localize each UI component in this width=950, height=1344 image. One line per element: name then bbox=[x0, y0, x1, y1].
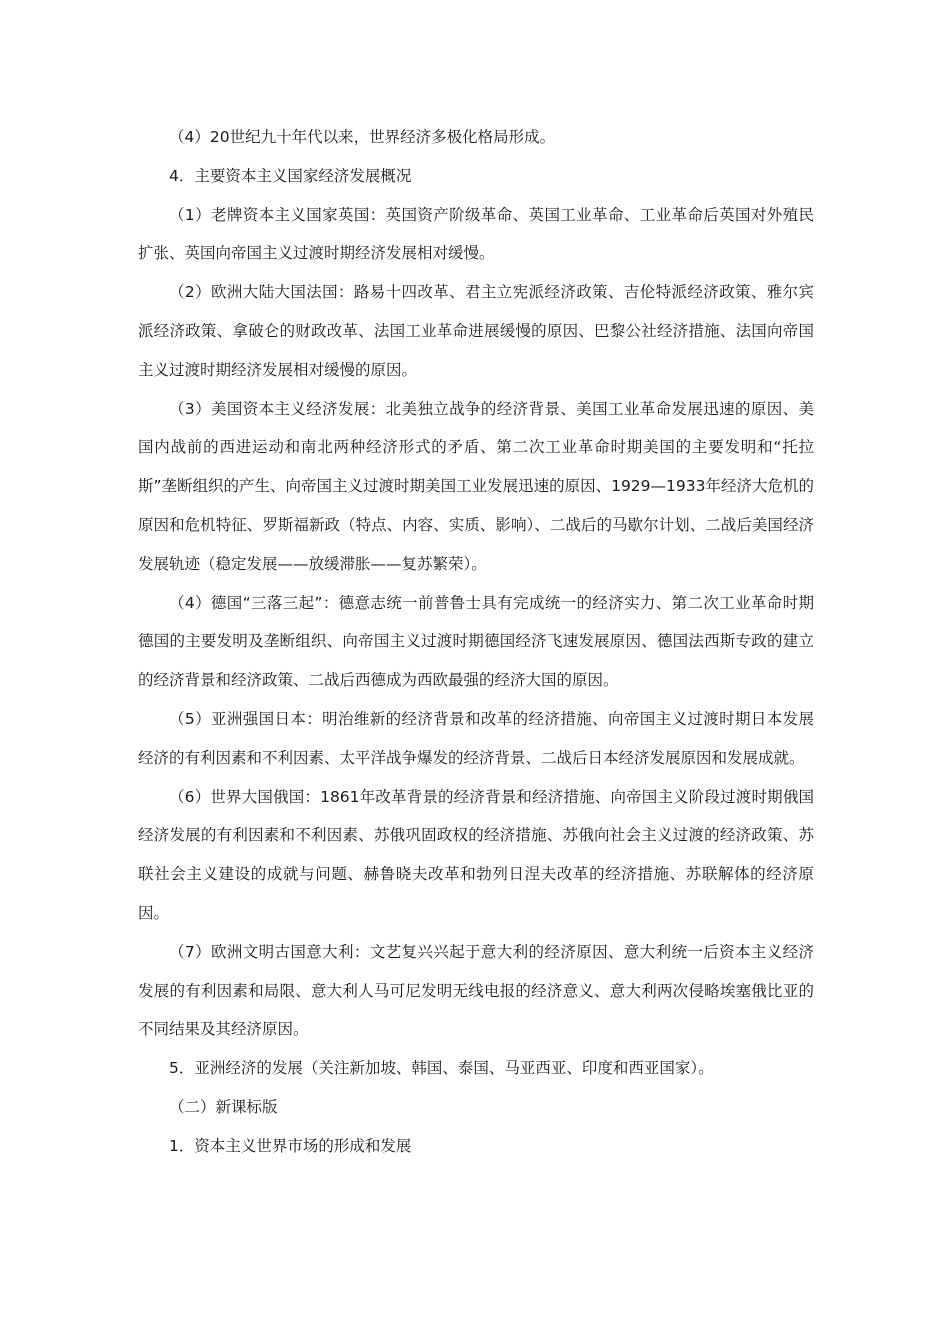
document-body bbox=[138, 118, 814, 1166]
section-heading-4: 4．主要资本主义国家经济发展概况 bbox=[169, 166, 412, 185]
paragraph-russia: （6）世界大国俄国：1861年改革背景的经济背景和经济措施、向帝国主义阶段过渡时期俄国经济发展的有利因素和不利因素、苏俄巩固政权的经济措施、苏俄向社会主义过渡的经济政策、苏联社会主义建设的成就与问题、赫鲁晓夫改革和勃列日涅夫改革的经济措施、苏联解体的经济原因。 bbox=[138, 787, 814, 922]
paragraph-italy: （7）欧洲文明古国意大利：文艺复兴兴起于意大利的经济原因、意大利统一后资本主义经济发展的有利因素和局限、意大利人马可尼发明无线电报的经济意义、意大利两次侵略埃塞俄比亚的不同结果及其经济原因。 bbox=[138, 942, 814, 1039]
paragraph-multipolar-economy: （4）20世纪九十年代以来，世界经济多极化格局形成。 bbox=[169, 128, 556, 146]
section-heading-1-world-market: 1．资本主义世界市场的形成和发展 bbox=[169, 1136, 412, 1155]
paragraph-japan: （5）亚洲强国日本：明治维新的经济背景和改革的经济措施、向帝国主义过渡时期日本发展经济的有利因素和不利因素、太平洋战争爆发的经济背景、二战后日本经济发展原因和发展成就。 bbox=[138, 709, 814, 767]
subsection-heading-new-curriculum: （二）新课标版 bbox=[169, 1097, 278, 1116]
paragraph-usa: （3）美国资本主义经济发展：北美独立战争的经济背景、美国工业革命发展迅速的原因、美国内战前的西进运动和南北两种经济形式的矛盾、第二次工业革命时期美国的主要发明和“托拉斯”垄断组织的产生、向帝国主义过渡时期美国工业发展迅速的原因、1929—1933年经济大危机的原因和危机特征、罗斯福新政（特点、内容、实质、影响）、二战后的马歇尔计划、二战后美国经济发展轨迹（稳定发展——放缓滞胀——复苏繁荣）。 bbox=[138, 399, 814, 573]
paragraph-germany: （4）德国“三落三起”：德意志统一前普鲁士具有完成统一的经济实力、第二次工业革命时期德国的主要发明及垄断组织、向帝国主义过渡时期德国经济飞速发展原因、德国法西斯专政的建立的经济背景和经济政策、二战后西德成为西欧最强的经济大国的原因。 bbox=[138, 593, 814, 690]
paragraph-france: （2）欧洲大陆大国法国：路易十四改革、君主立宪派经济政策、吉伦特派经济政策、雅尔宾派经济政策、拿破仑的财政改革、法国工业革命进展缓慢的原因、巴黎公社经济措施、法国向帝国主义过渡时期经济发展相对缓慢的原因。 bbox=[138, 283, 814, 379]
section-heading-5: 5．亚洲经济的发展（关注新加坡、韩国、泰国、马亚西亚、印度和西亚国家）。 bbox=[169, 1059, 714, 1078]
paragraph-britain: （1）老牌资本主义国家英国：英国资产阶级革命、英国工业革命、工业革命后英国对外殖民扩张、英国向帝国主义过渡时期经济发展相对缓慢。 bbox=[138, 205, 814, 263]
